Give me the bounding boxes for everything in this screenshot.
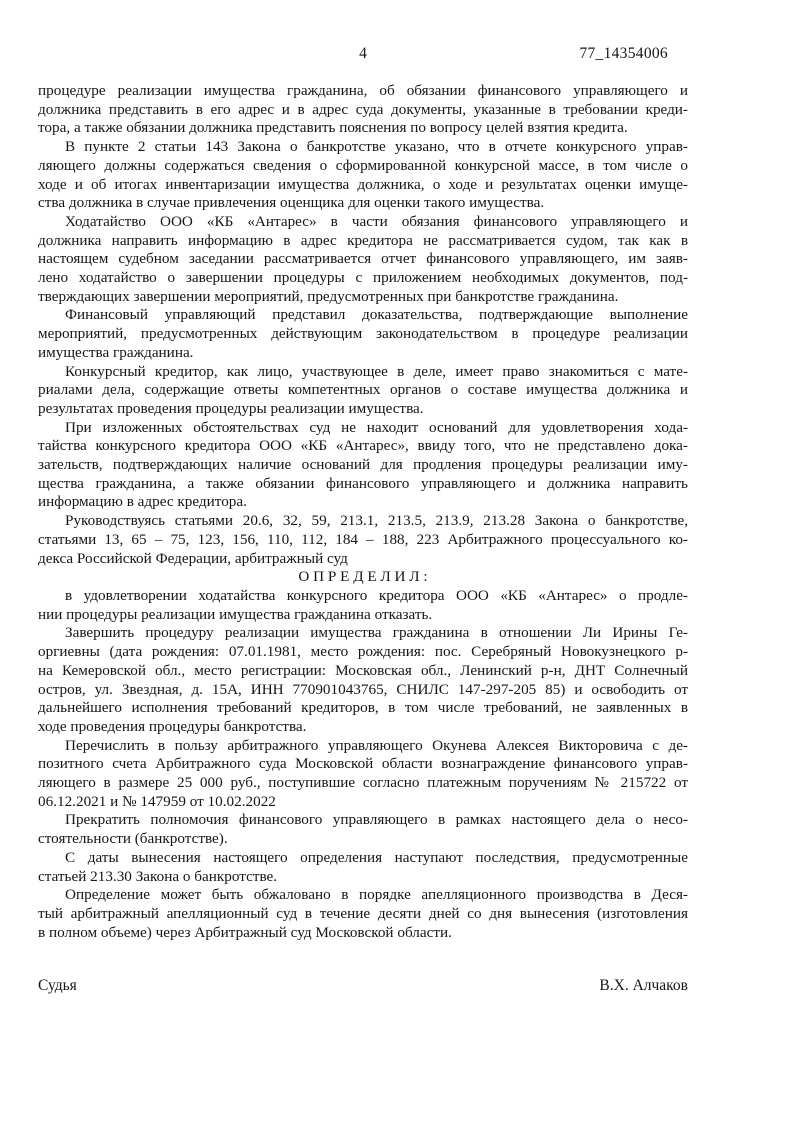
- paragraph: [38, 811, 688, 848]
- text-line: риалами дела, содержащие ответы компетентных органов о составе имущества должника и: [38, 381, 688, 399]
- text-line: ляющего в размере 25 000 руб., поступившие согласно платежным поручениям № 215722 от: [38, 774, 688, 792]
- judge-name: В.Х. Алчаков: [599, 977, 688, 994]
- text-line: должника направить информацию в адрес кредитора не рассматривается судом, так как в: [38, 231, 688, 249]
- paragraph: [38, 849, 688, 886]
- paragraph: [38, 419, 688, 513]
- text-line: Перечислить в пользу арбитражного управляющего Окунева Алексея Викторовича с де-: [65, 736, 688, 754]
- text-line: нии процедуры реализации имущества гражданина отказать.: [38, 605, 433, 623]
- document-number: 77_14354006: [579, 45, 668, 62]
- text-line: Финансовый управляющий представил доказательства, подтверждающие выполнение: [65, 306, 688, 324]
- text-line: При изложенных обстоятельствах суд не находит оснований для удовлетворения хода-: [65, 418, 688, 436]
- text-line: статьями 13, 65 – 75, 123, 156, 110, 112, 184 – 188, 223 Арбитражного процессуального ко-: [38, 530, 688, 548]
- page-header: [38, 45, 688, 65]
- paragraph: [38, 363, 688, 419]
- text-line: тора, а также обязании должника представить пояснения по вопросу целей взятия кредита.: [38, 119, 628, 137]
- text-line: стоятельности (банкротстве).: [38, 830, 228, 848]
- text-line: позитного счета Арбитражного суда Московской области вознаграждение финансового управ-: [38, 755, 688, 773]
- text-line: Руководствуясь статьями 20.6, 32, 59, 213.1, 213.5, 213.9, 213.28 Закона о банкротстве,: [65, 512, 688, 530]
- paragraph: [38, 737, 688, 812]
- paragraph: [38, 213, 688, 307]
- text-line: ходе проведения процедуры банкротства.: [38, 717, 307, 735]
- text-line: в полном объеме) через Арбитражный суд Московской области.: [38, 923, 452, 941]
- text-line: ходе и об итогах инвентаризации имущества должника, о ходе и результатах оценки имуще-: [38, 175, 688, 193]
- text-line: 06.12.2021 и № 147959 от 10.02.2022: [38, 792, 276, 810]
- text-line: декса Российской Федерации, арбитражный суд: [38, 549, 348, 567]
- text-line: зательств, подтверждающих наличие оснований для продления процедуры реализации иму-: [38, 456, 688, 474]
- page-number: 4: [359, 45, 367, 62]
- text-line: результатах проведения процедуры реализации имущества.: [38, 399, 424, 417]
- text-line: ства должника в случае привлечения оценщика для оценки такого имущества.: [38, 194, 545, 212]
- signature-row: [38, 977, 688, 995]
- document-body: [38, 82, 688, 942]
- text-line: на Кемеровской обл., место регистрации: Московская обл., Ленинский р-н, ДНТ Солнечный: [38, 661, 688, 679]
- text-line: должника представить в его адрес и в адрес суда документы, указанные в требовании креди-: [38, 100, 688, 118]
- text-line: С даты вынесения настоящего определения наступают последствия, предусмотренные: [65, 848, 688, 866]
- text-line: в удовлетворении ходатайства конкурсного кредитора ООО «КБ «Антарес» о продле-: [65, 586, 688, 604]
- text-line: Ходатайство ООО «КБ «Антарес» в части обязания финансового управляющего и: [65, 212, 688, 230]
- paragraph: [38, 512, 688, 568]
- paragraph: [38, 138, 688, 213]
- text-line: процедуре реализации имущества гражданина, об обязании финансового управляющего и: [38, 82, 688, 99]
- ruling-heading: О П Р Е Д Е Л И Л :: [298, 568, 428, 586]
- paragraph: [38, 624, 688, 736]
- text-line: мероприятий, предусмотренных действующим законодательством в процедуре реализации: [38, 325, 688, 343]
- text-line: дальнейшего исполнения требований кредиторов, в том числе требований, не заявленных в: [38, 699, 688, 717]
- text-line: Конкурсный кредитор, как лицо, участвующее в деле, имеет право знакомиться с мате-: [65, 362, 688, 380]
- text-line: Завершить процедуру реализации имущества гражданина в отношении Ли Ирины Ге-: [65, 624, 688, 642]
- paragraph: [38, 306, 688, 362]
- text-line: ляющего должны содержаться сведения о сформированной конкурсной массе, в том числе о: [38, 156, 688, 174]
- paragraph: [38, 886, 688, 942]
- text-line: тверждающих завершении мероприятий, предусмотренных при банкротстве гражданина.: [38, 287, 619, 305]
- text-line: тый арбитражный апелляционный суд в течение десяти дней со дня вынесения (изготовления: [38, 904, 688, 922]
- text-line: остров, ул. Звездная, д. 15А, ИНН 770901043765, СНИЛС 147-297-205 85) и освободить от: [38, 680, 688, 698]
- text-line: информацию в адрес кредитора.: [38, 493, 247, 511]
- text-line: щества гражданина, а также обязании финансового управляющего и должника направить: [38, 474, 688, 492]
- paragraph: [38, 82, 688, 138]
- text-line: оргиевны (дата рождения: 07.01.1981, место рождения: пос. Серебряный Новокузнецкого р-: [38, 643, 688, 661]
- text-line: лено ходатайство о завершении процедуры с приложением необходимых документов, под-: [38, 269, 688, 287]
- text-line: настоящем судебном заседании рассматривается отчет финансового управляющего, им заяв-: [38, 250, 688, 268]
- text-line: В пункте 2 статьи 143 Закона о банкротстве указано, что в отчете конкурсного управ-: [65, 138, 688, 156]
- text-line: имущества гражданина.: [38, 343, 194, 361]
- text-line: Определение может быть обжаловано в порядке апелляционного производства в Деся-: [65, 886, 688, 904]
- text-line: Прекратить полномочия финансового управляющего в рамках настоящего дела о несо-: [65, 811, 688, 829]
- judge-label: Судья: [38, 977, 77, 994]
- text-line: статьей 213.30 Закона о банкротстве.: [38, 867, 278, 885]
- text-line: тайства конкурсного кредитора ООО «КБ «Антарес», ввиду того, что не представлено дока-: [38, 437, 688, 455]
- paragraph: [38, 587, 688, 624]
